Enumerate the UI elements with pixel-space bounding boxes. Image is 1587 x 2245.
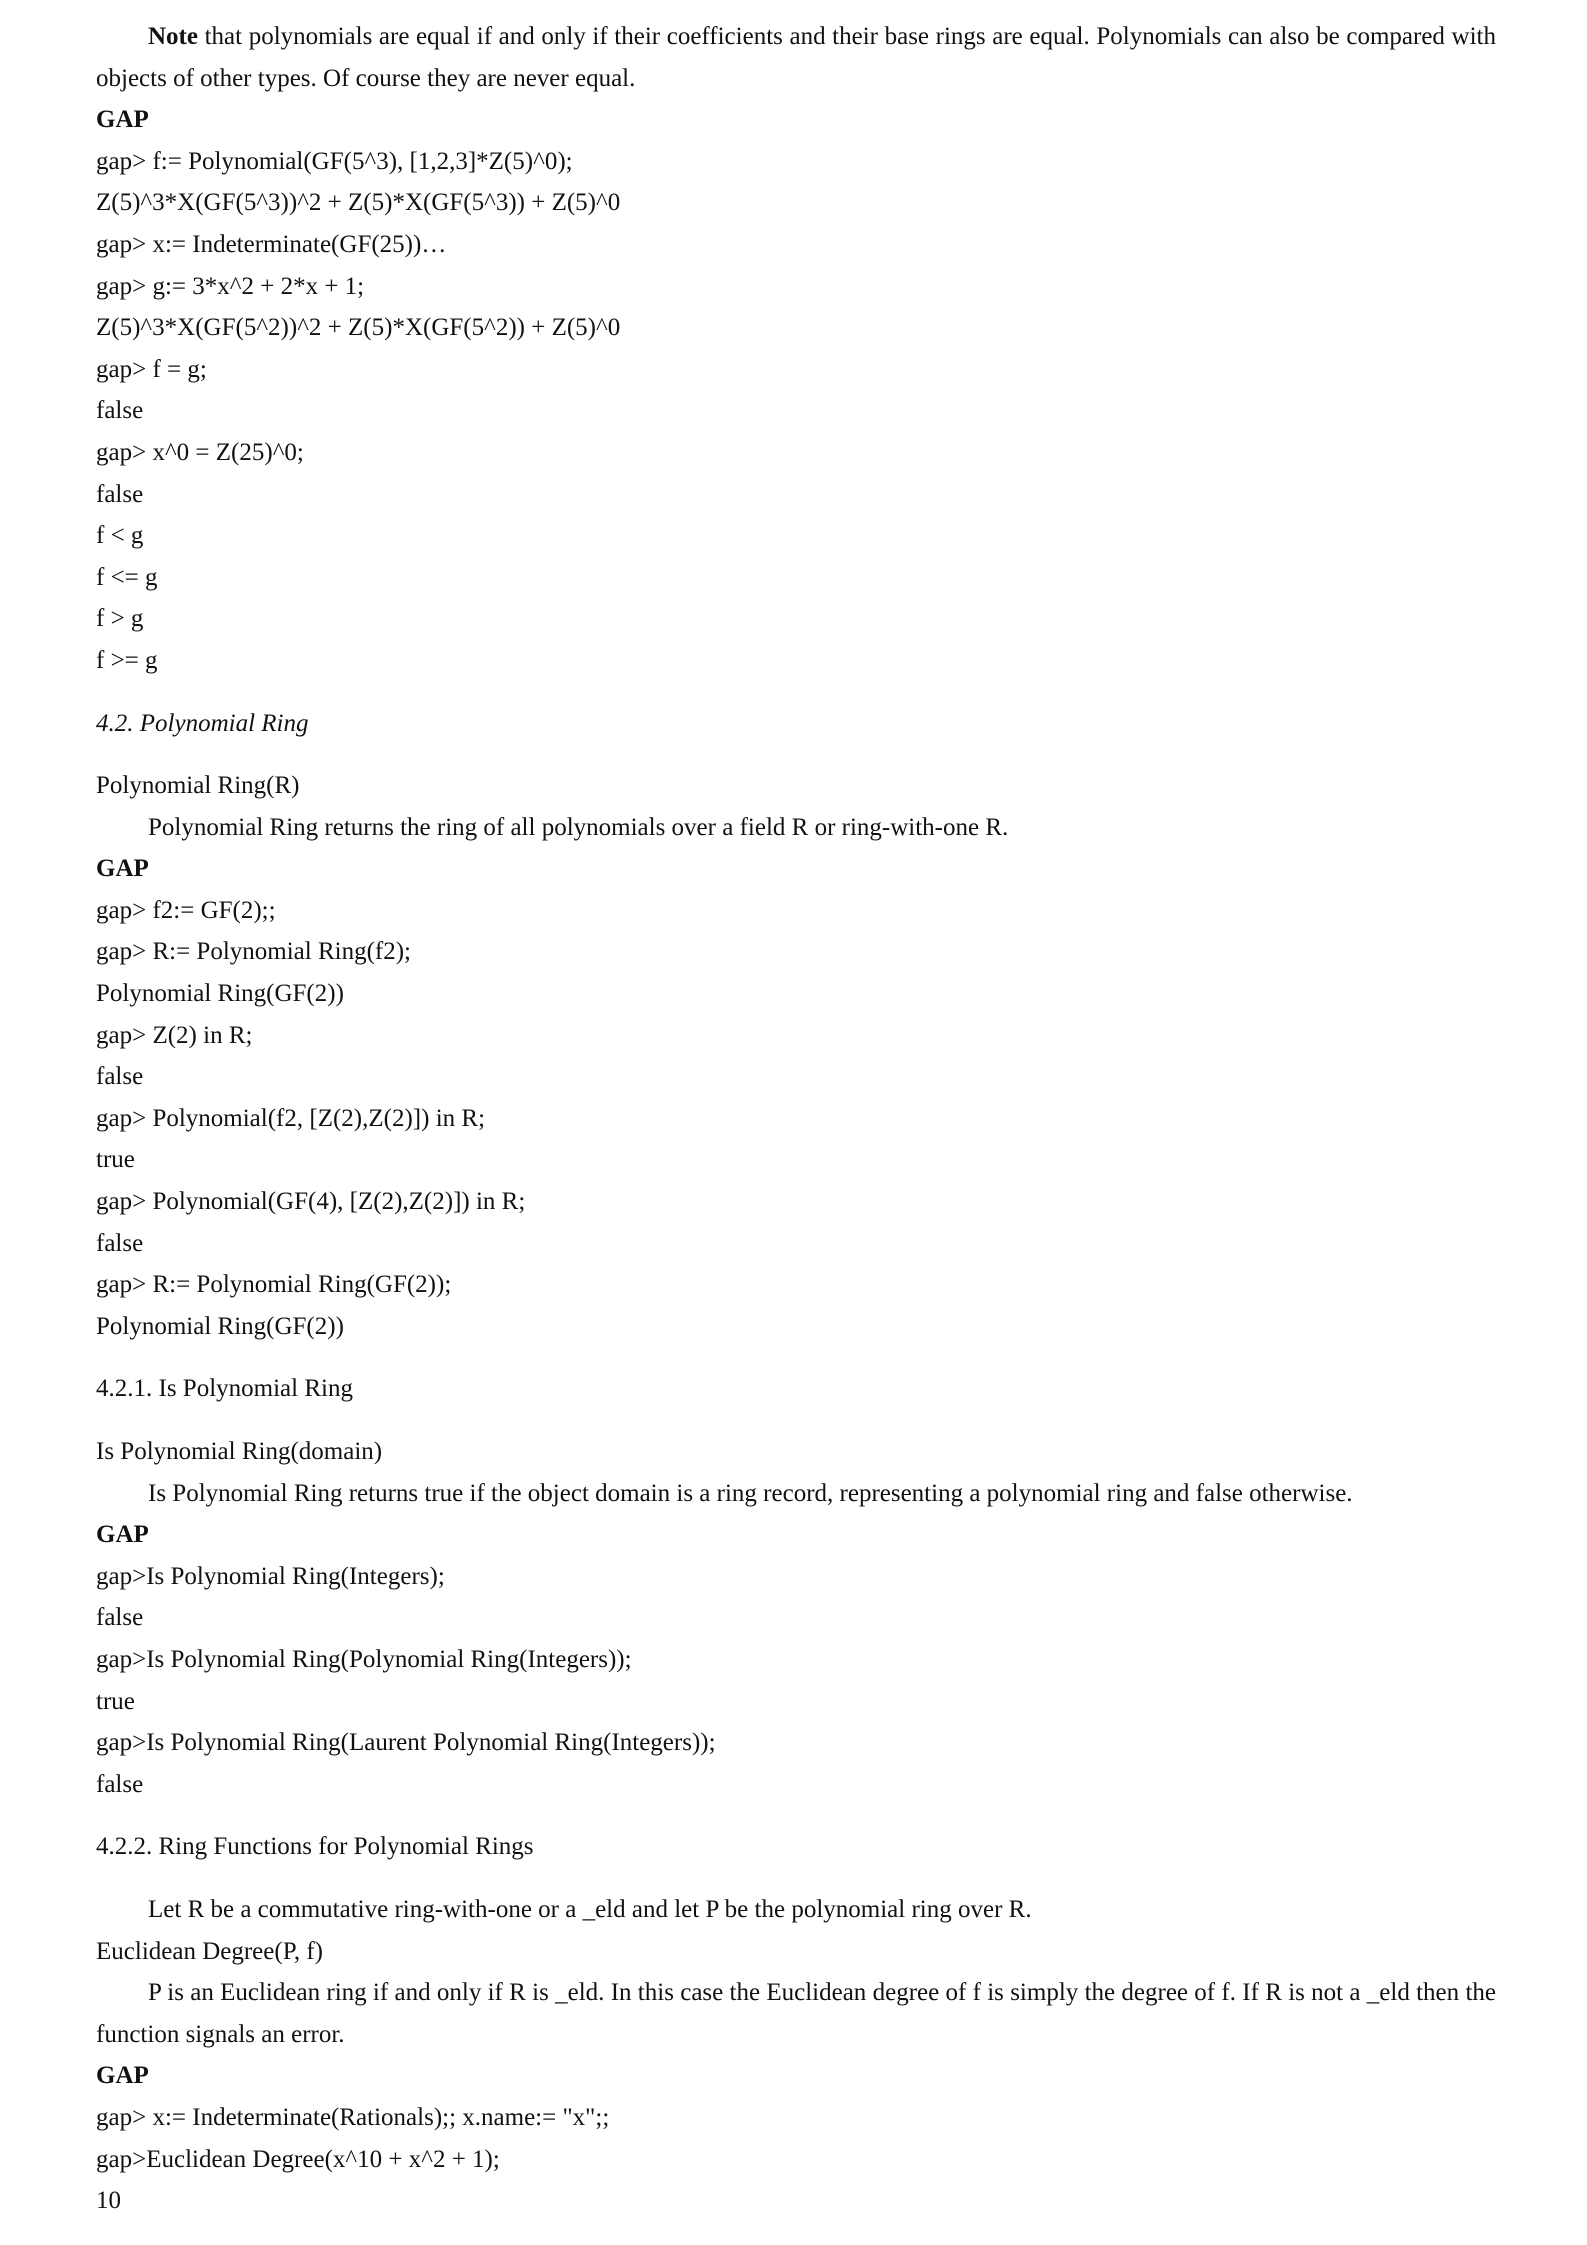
intro-ring-functions: Let R be a commutative ring-with-one or a _eld and let P be the polynomial ring over R. (148, 1895, 1032, 1923)
code-block-4 (96, 2097, 1496, 2180)
code-line: false (96, 397, 144, 425)
code-line: gap> Z(2) in R; (96, 1021, 253, 1049)
signature-polynomial-ring: Polynomial Ring(R) (96, 772, 300, 800)
code-line: gap> R:= Polynomial Ring(GF(2)); (96, 1271, 452, 1299)
code-line: gap> f = g; (96, 355, 207, 383)
code-line: false (96, 1063, 144, 1091)
code-line: Polynomial Ring(GF(2)) (96, 980, 344, 1008)
intro-text: that polynomials are equal if and only if their coefficients and their base rings are equal. Polynomials can also be compared with objects of other types. Of course they are never equal. (96, 23, 1496, 92)
code-line: gap> R:= Polynomial Ring(f2); (96, 938, 411, 966)
code-line: gap> g:= 3*x^2 + 2*x + 1; (96, 272, 365, 300)
gap-label: GAP (96, 106, 149, 134)
code-line: false (96, 480, 144, 508)
code-line: Z(5)^3*X(GF(5^3))^2 + Z(5)*X(GF(5^3)) + Z(5)^0 (96, 189, 621, 217)
code-line: gap> x:= Indeterminate(GF(25))… (96, 230, 447, 258)
section-heading-4-2-1: 4.2.1. Is Polynomial Ring (96, 1375, 353, 1403)
code-line: gap> Polynomial(GF(4), [Z(2),Z(2)]) in R; (96, 1188, 526, 1216)
code-line: Z(5)^3*X(GF(5^2))^2 + Z(5)*X(GF(5^2)) + Z(5)^0 (96, 314, 621, 342)
code-block-3 (96, 1556, 1496, 1806)
code-line: true (96, 1146, 135, 1174)
note-word: Note (148, 23, 198, 50)
page-content (96, 16, 1496, 2222)
code-line: f <= g (96, 563, 158, 591)
gap-label: GAP (96, 2062, 149, 2090)
code-line: gap>Is Polynomial Ring(Integers); (96, 1562, 445, 1590)
intro-paragraph (96, 16, 1496, 99)
code-line: gap> f:= Polynomial(GF(5^3), [1,2,3]*Z(5)^0); (96, 147, 573, 175)
code-line: gap> x^0 = Z(25)^0; (96, 438, 304, 466)
gap-label: GAP (96, 855, 149, 883)
description-euclidean-degree: P is an Euclidean ring if and only if R is _eld. In this case the Euclidean degree of f is simply the degree of f. If R is not a _eld then the function signals an error. (96, 1979, 1496, 2048)
code-line: gap>Is Polynomial Ring(Polynomial Ring(Integers)); (96, 1645, 632, 1673)
gap-label: GAP (96, 1521, 149, 1549)
signature-euclidean-degree: Euclidean Degree(P, f) (96, 1937, 323, 1965)
code-line: false (96, 1229, 144, 1257)
code-line: true (96, 1687, 135, 1715)
code-block-1 (96, 141, 1496, 682)
code-line: f > g (96, 605, 144, 633)
code-block-2 (96, 890, 1496, 1348)
code-line: gap>Is Polynomial Ring(Laurent Polynomial Ring(Integers)); (96, 1729, 716, 1757)
code-line: false (96, 1770, 144, 1798)
signature-is-polynomial-ring: Is Polynomial Ring(domain) (96, 1438, 383, 1465)
code-line: f < g (96, 522, 144, 550)
code-line: gap>Euclidean Degree(x^10 + x^2 + 1); (96, 2145, 500, 2173)
section-heading-4-2: 4.2. Polynomial Ring (96, 709, 309, 737)
section-heading-4-2-2: 4.2.2. Ring Functions for Polynomial Rings (96, 1833, 534, 1861)
code-line: false (96, 1604, 144, 1632)
code-line: f >= g (96, 646, 158, 674)
code-line: gap> f2:= GF(2);; (96, 896, 276, 924)
description-polynomial-ring: Polynomial Ring returns the ring of all polynomials over a field R or ring-with-one R. (148, 813, 1009, 841)
code-line: gap> x:= Indeterminate(Rationals);; x.name:= "x";; (96, 2103, 610, 2131)
code-line: Polynomial Ring(GF(2)) (96, 1312, 344, 1340)
code-line: gap> Polynomial(f2, [Z(2),Z(2)]) in R; (96, 1104, 486, 1132)
page-number: 10 (96, 2187, 121, 2215)
description-is-polynomial-ring: Is Polynomial Ring returns true if the object domain is a ring record, representing a polynomial ring and false otherwise. (148, 1479, 1353, 1507)
